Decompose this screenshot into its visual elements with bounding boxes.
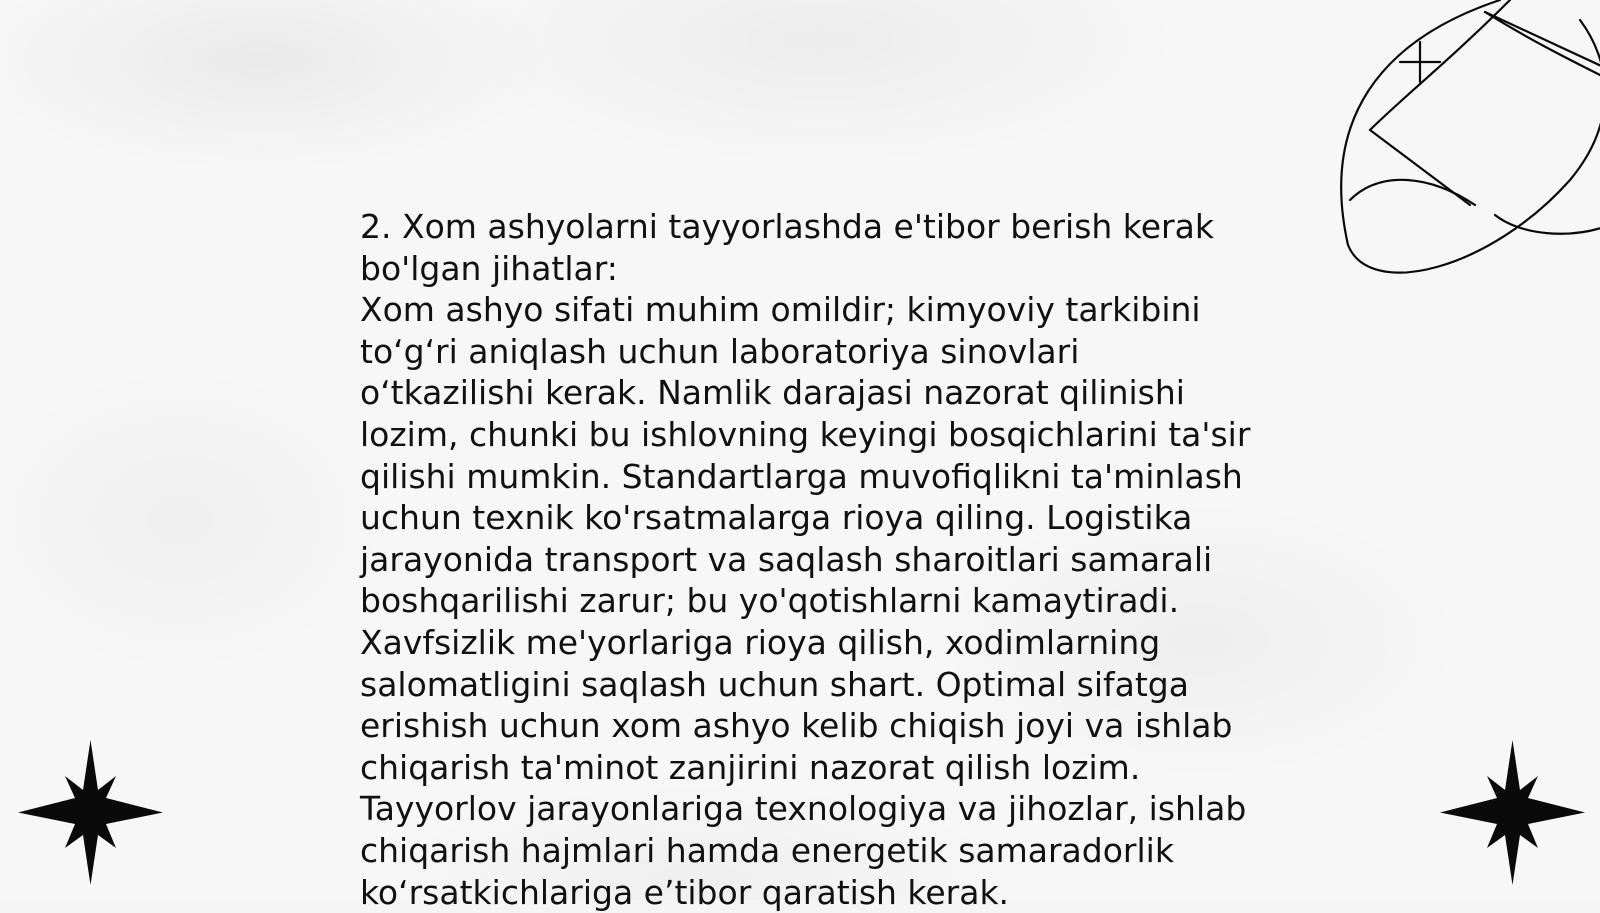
orbit-line-art-icon bbox=[1320, 0, 1600, 300]
four-point-star-icon bbox=[1440, 740, 1585, 885]
slide-heading: 2. Xom ashyolarni tayyorlashda e'tibor berish kerak bo'lgan jihatlar: bbox=[360, 207, 1214, 288]
slide-body: Xom ashyo sifati muhim omildir; kimyoviy tarkibini to‘g‘ri aniqlash uchun laboratoriya sinovlari o‘tkazilishi kerak. Namlik darajasi nazorat qilinishi lozim, chunki bu ishlovning keyingi bosqichlarini ta'sir qilishi mumkin. Standartlarga muvofiqlikni ta'minlash uchun texnik ko'rsatmalarga rioya qiling. Logistika jarayonida transport va saqlash sharoitlari samarali boshqarilishi zarur; bu yo'qotishlarni kamaytiradi. Xavfsizlik me'yorlariga rioya qilish, xodimlarning salomatligini saqlash uchun shart. Optimal sifatga erishish uchun xom ashyo kelib chiqish joyi va ishlab chiqarish ta'minot zanjirini nazorat qilish lozim. Tayyorlov jarayonlariga texnologiya va jihozlar, ishlab chiqarish hajmlari hamda energetik samaradorlik ko‘rsatkichlariga e’tibor qaratish kerak. bbox=[360, 290, 1251, 912]
slide-text-block bbox=[360, 206, 1260, 913]
four-point-star-icon bbox=[18, 740, 163, 885]
